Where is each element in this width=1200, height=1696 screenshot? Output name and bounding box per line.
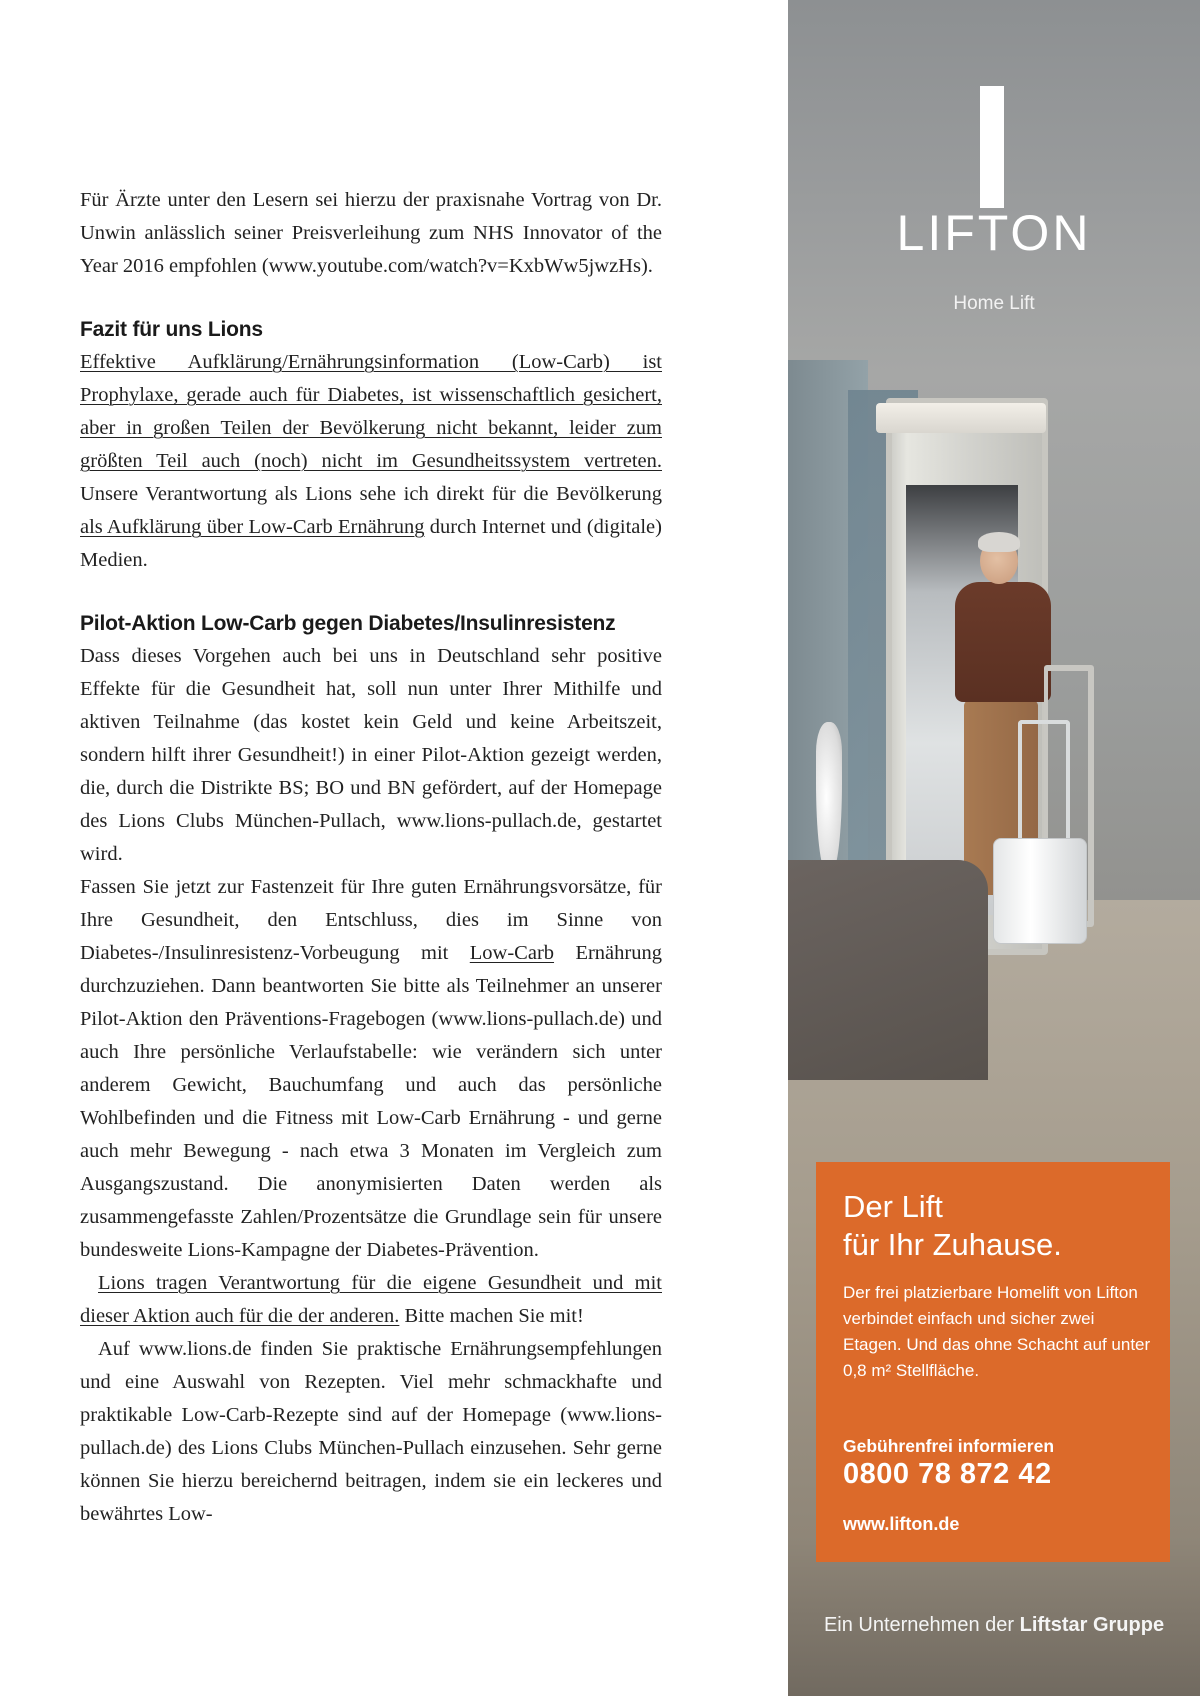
- ad-headline-line-1: Der Lift: [843, 1189, 943, 1224]
- pilot-text-2b: Ernährung durchzuziehen. Dann beantworten Sie bitte als Teilnehmer an unserer Pilot-Aktion den Präventions-Fragebogen (www.lions-pullach.de) und auch Ihre persönliche Verlaufstabelle: wie verändern sich unter anderem Gewicht, Bauchumfang und auch das persönliche Wohlbefinden und die Fitness mit Low-Carb Ernährung - und gerne auch mehr Bewegung - nach etwa 3 Monaten im Vergleich zum Ausgangszustand. Die anonymisierten Daten werden als zusammengefasste Zahlen/Prozentsätze die Grundlage sein für unsere bundesweite Lions-Kampagne der Diabetes-Prävention.: [80, 942, 662, 1261]
- lifton-logo-icon: [980, 86, 1004, 208]
- spacer: [80, 577, 662, 607]
- pilot-paragraph-1: Dass dieses Vorgehen auch bei uns in Deutschland sehr positive Effekte für die Gesundheit hat, soll nun unter Ihrer Mithilfe und aktiven Teilnahme (das kostet kein Geld und keine Arbeitszeit, sondern hilft ihrer Gesundheit!) in einer Pilot-Aktion gezeigt werden, die, durch die Distrikte BS; BO und BN gefördert, auf der Homepage des Lions Clubs München-Pullach, www.lions-pullach.de, gestartet wird.: [80, 645, 662, 865]
- section-heading-fazit: Fazit für uns Lions: [80, 318, 263, 341]
- lifton-logo: LIFTON: [896, 205, 1092, 261]
- scene-vase: [816, 722, 842, 872]
- fazit-underlined-2: als Aufklärung über Low-Carb Ernährung: [80, 516, 425, 538]
- lifton-advertisement: [788, 0, 1200, 1696]
- suitcase-handle: [1018, 720, 1070, 842]
- ad-footer: [788, 1614, 1200, 1637]
- home-lift-roof: [876, 403, 1046, 433]
- ad-headline-line-2: für Ihr Zuhause.: [843, 1227, 1062, 1262]
- section-heading-pilot: Pilot-Aktion Low-Carb gegen Diabetes/Insulinresistenz: [80, 612, 616, 635]
- logo-tagline: Home Lift: [953, 293, 1035, 314]
- person-hair: [978, 532, 1020, 552]
- pilot-paragraph-3: [80, 1267, 662, 1333]
- fazit-text-2: durch Internet und (digitale) Medien.: [80, 516, 662, 571]
- fazit-text-1: Unsere Verantwortung als Lions sehe ich direkt für die Bevölkerung: [80, 483, 662, 505]
- pilot-paragraph-4: Auf www.lions.de finden Sie praktische Ernährungsempfehlungen und eine Auswahl von Rezepten. Viel mehr schmackhafte und praktikable Low-Carb-Rezepte sind auf der Homepage (www.lions-pullach.de) des Lions Clubs München-Pullach einzusehen. Sehr gerne können Sie hierzu bereichernd beitragen, indem sie ein leckeres und bewährtes Low-: [80, 1338, 662, 1525]
- ad-body-text: Der frei platzierbare Homelift von Lifton verbindet einfach und sicher zwei Etagen. Und das ohne Schacht auf unter 0,8 m² Stellfläche.: [843, 1283, 1151, 1380]
- pilot-text-2a: Fassen Sie jetzt zur Fastenzeit für Ihre guten Ernährungsvorsätze, für Ihre Gesundheit, den Entschluss, dies im Sinne von Diabetes-/Insulinresistenz-Vorbeugung mit: [80, 876, 662, 964]
- intro-paragraph: Für Ärzte unter den Lesern sei hierzu der praxisnahe Vortrag von Dr. Unwin anlässlich seiner Preisverleihung zum NHS Innovator of the Year 2016 empfohlen (www.youtube.com/watch?v=KxbWw5jwzHs).: [80, 189, 662, 277]
- pilot-underlined-lowcarb: Low-Carb: [469, 942, 555, 964]
- suitcase: [993, 838, 1087, 944]
- ad-phone-number[interactable]: 0800 78 872 42: [843, 1458, 1052, 1490]
- ad-footer-brand: Liftstar Gruppe: [1019, 1614, 1165, 1636]
- pilot-paragraph-2: [80, 871, 662, 1267]
- fazit-paragraph: [80, 346, 662, 577]
- person-sweater: [955, 582, 1051, 702]
- ad-headline: [843, 1188, 1062, 1264]
- ad-info-box: [816, 1162, 1170, 1562]
- article-column: [80, 184, 662, 1531]
- pilot-underlined-3: Lions tragen Verantwortung für die eigene Gesundheit und mit dieser Aktion auch für die der anderen.: [80, 1272, 662, 1327]
- fazit-underlined-1: Effektive Aufklärung/Ernährungsinformation (Low-Carb) ist Prophylaxe, gerade auch für Diabetes, ist wissenschaftlich gesichert, aber in großen Teilen der Bevölkerung nicht bekannt, leider zum größten Teil auch (noch) nicht im Gesundheitssystem vertreten.: [80, 351, 662, 472]
- pilot-text-3: Bitte machen Sie mit!: [399, 1305, 584, 1327]
- scene-bed: [788, 860, 988, 1080]
- ad-contact-label: Gebührenfrei informieren: [843, 1436, 1055, 1456]
- spacer: [80, 283, 662, 313]
- ad-website-link[interactable]: www.lifton.de: [843, 1514, 960, 1534]
- ad-footer-prefix: Ein Unternehmen der: [823, 1614, 1020, 1636]
